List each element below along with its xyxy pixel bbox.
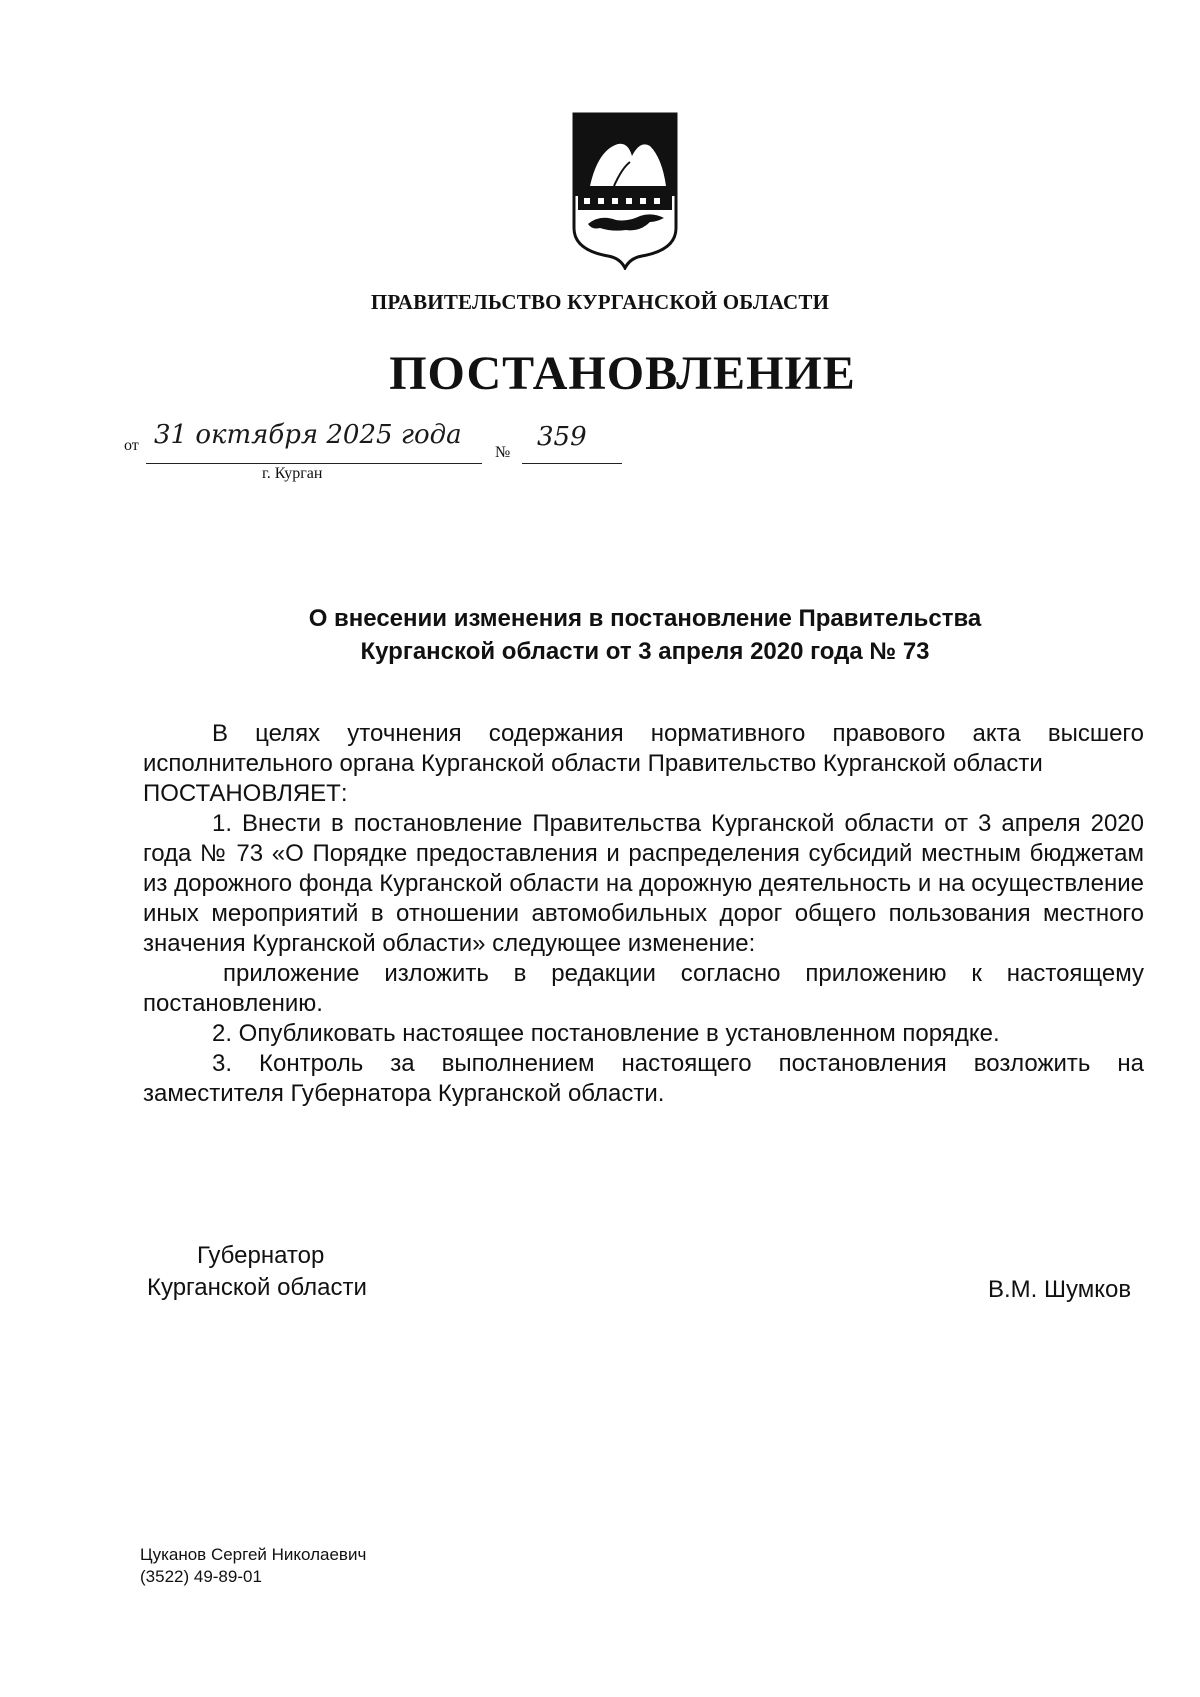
preamble-paragraph: В целях уточнения содержания нормативного правового акта высшего исполнительного органа Курганской области Правительство Курганской области [143,720,1144,777]
executor-name: Цуканов Сергей Николаевич [140,1545,367,1564]
executor-phone: (3522) 49-89-01 [140,1567,262,1586]
signatory-name: В.М. Шумков [988,1276,1132,1303]
handwritten-number: 359 [537,422,587,452]
date-prefix-label: от [124,437,139,454]
handwritten-date: 31 октября 2025 года [154,420,462,450]
subject-line-2: Курганской области от 3 апреля 2020 года № 73 [360,638,930,665]
subject-line-1: О внесении изменения в постановление Правительства [308,605,982,632]
signatory-position-line-2: Курганской области [147,1274,367,1301]
number-underline [522,463,622,464]
item-3-paragraph: 3. Контроль за выполнением настоящего постановления возложить на заместителя Губернатора Курганской области. [143,1050,1144,1107]
decree-word: ПОСТАНОВЛЯЕТ: [143,780,348,807]
coat-of-arms-emblem [570,110,680,270]
city-label: г. Курган [262,465,323,482]
number-label: № [495,444,511,461]
document-type-title: ПОСТАНОВЛЕНИЕ [389,347,856,400]
date-underline [146,463,482,464]
signatory-position-line-1: Губернатор [197,1242,325,1269]
item-1-paragraph: 1. Внести в постановление Правительства Курганской области от 3 апреля 2020 года № 73 «О Порядке предоставления и распределения субсидий местным бюджетам из дорожного фонда Курганской области на дорожную деятельность и на осуществление иных мероприятий в отношении автомобильных дорог общего пользования местного значения Курганской области» следующее изменение: [143,810,1144,957]
item-1-subparagraph: приложение изложить в редакции согласно приложению к настоящему постановлению. [143,960,1144,1017]
item-2-paragraph: 2. Опубликовать настоящее постановление в установленном порядке. [212,1020,1000,1047]
document-subject [0,602,1200,668]
document-body [143,719,1144,1109]
issuing-authority: ПРАВИТЕЛЬСТВО КУРГАНСКОЙ ОБЛАСТИ [370,290,830,314]
